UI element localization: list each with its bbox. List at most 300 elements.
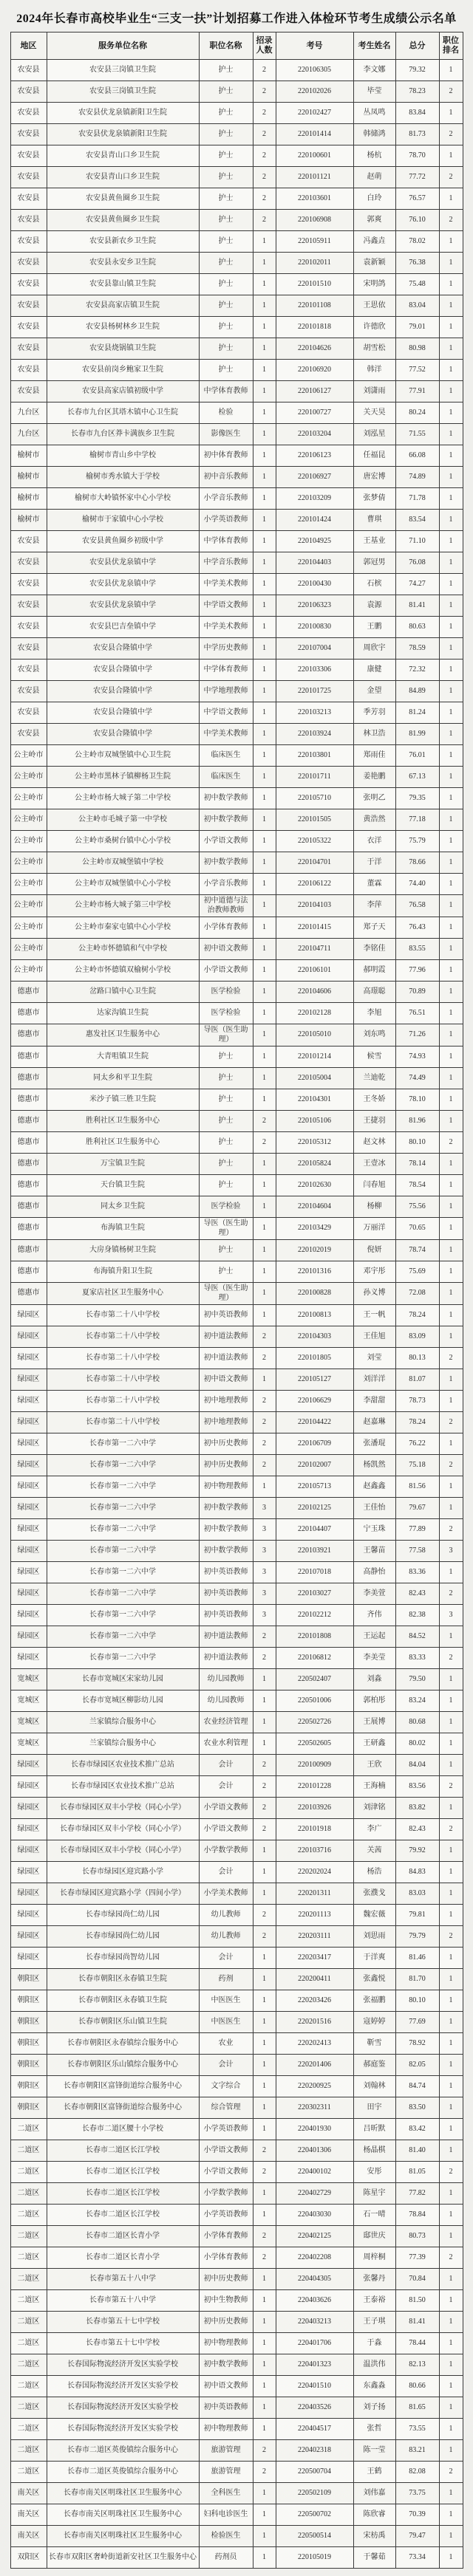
cell-score: 79.01	[395, 317, 439, 338]
cell-region: 农安县	[10, 531, 47, 552]
cell-rank: 1	[439, 1498, 463, 1519]
cell-name: 赵鑫鑫	[353, 1476, 395, 1498]
cell-score: 82.08	[395, 2462, 439, 2483]
cell-name: 魏宏薇	[353, 1905, 395, 1926]
cell-name: 刘泓星	[353, 424, 395, 445]
cell-exam_no: 220403526	[276, 2397, 353, 2419]
cell-unit: 胜利社区卫生服务中心	[47, 1132, 199, 1154]
cell-position: 医学检验	[199, 982, 253, 1003]
cell-quota: 1	[253, 1068, 276, 1089]
cell-region: 九台区	[10, 402, 47, 424]
cell-unit: 长春国际物流经济开发区实验学校	[47, 2376, 199, 2397]
cell-unit: 农安县青山口乡卫生院	[47, 145, 199, 167]
table-row	[10, 2226, 463, 2247]
cell-quota: 1	[253, 2526, 276, 2547]
cell-unit: 公主岭市双城堡镇中心卫生院	[47, 745, 199, 767]
column-header-quota: 招录人数	[253, 32, 276, 60]
cell-unit: 长春市第一二六中学	[47, 1476, 199, 1498]
cell-score: 71.10	[395, 531, 439, 552]
table-row	[10, 1969, 463, 1990]
cell-position: 中学语文教师	[199, 595, 253, 617]
table-row	[10, 2033, 463, 2055]
cell-position: 农业水利管理	[199, 1733, 253, 1755]
cell-score: 80.98	[395, 338, 439, 360]
cell-rank: 1	[439, 1840, 463, 1862]
cell-score: 81.40	[395, 2140, 439, 2162]
cell-unit: 米沙子镇三胜卫生院	[47, 1089, 199, 1111]
cell-unit: 农安县永安乡卫生院	[47, 253, 199, 274]
cell-region: 农安县	[10, 595, 47, 617]
cell-region: 德惠市	[10, 1111, 47, 1132]
cell-region: 绿园区	[10, 1583, 47, 1605]
cell-exam_no: 220201113	[276, 1905, 353, 1926]
cell-score: 78.02	[395, 231, 439, 253]
cell-exam_no: 220106629	[276, 1391, 353, 1412]
cell-quota: 1	[253, 767, 276, 788]
cell-name: 倪妍	[353, 1240, 395, 1261]
cell-region: 公主岭市	[10, 852, 47, 874]
cell-unit: 长春市九台区其塔木镇中心卫生院	[47, 402, 199, 424]
cell-region: 农安县	[10, 724, 47, 745]
cell-region: 德惠市	[10, 1283, 47, 1305]
cell-quota: 2	[253, 167, 276, 188]
cell-exam_no: 220101228	[276, 1776, 353, 1798]
cell-exam_no: 220106127	[276, 381, 353, 402]
cell-region: 公主岭市	[10, 745, 47, 767]
column-header-rank: 职位排名	[439, 32, 463, 60]
cell-score: 78.74	[395, 1240, 439, 1261]
table-row	[10, 1433, 463, 1455]
cell-name: 郝明霞	[353, 960, 395, 982]
cell-score: 70.39	[395, 2504, 439, 2526]
table-body	[10, 60, 463, 2569]
table-row	[10, 510, 463, 531]
table-row	[10, 1776, 463, 1798]
cell-unit: 长春市双阳区奢岭街道新安社区卫生服务中心	[47, 2547, 199, 2569]
cell-name: 张哲	[353, 2419, 395, 2440]
cell-rank: 1	[439, 895, 463, 917]
cell-score: 77.89	[395, 1519, 439, 1541]
cell-rank: 1	[439, 595, 463, 617]
table-row	[10, 2162, 463, 2183]
cell-score: 81.07	[395, 1369, 439, 1391]
cell-quota: 2	[253, 1111, 276, 1132]
column-header-unit: 服务单位名称	[47, 32, 199, 60]
cell-unit: 长春国际物流经济开发区实验学校	[47, 2419, 199, 2440]
cell-position: 旅游管理	[199, 2440, 253, 2462]
cell-exam_no: 220101505	[276, 809, 353, 831]
cell-exam_no: 220101918	[276, 1819, 353, 1840]
cell-position: 小学数学教师	[199, 2183, 253, 2205]
cell-name: 刘伟嘉	[353, 2483, 395, 2504]
cell-position: 初中数学教师	[199, 1498, 253, 1519]
cell-score: 80.68	[395, 1712, 439, 1733]
cell-position: 护士	[199, 1154, 253, 1175]
cell-score: 81.41	[395, 595, 439, 617]
cell-score: 80.10	[395, 1990, 439, 2012]
table-row	[10, 210, 463, 231]
cell-position: 护士	[199, 210, 253, 231]
cell-quota: 3	[253, 1605, 276, 1626]
table-row	[10, 360, 463, 381]
column-header-name: 考生姓名	[353, 32, 395, 60]
cell-quota: 1	[253, 617, 276, 638]
cell-quota: 1	[253, 2076, 276, 2097]
cell-position: 护士	[199, 1068, 253, 1089]
table-row	[10, 253, 463, 274]
cell-exam_no: 220102011	[276, 253, 353, 274]
cell-rank: 1	[439, 1883, 463, 1905]
cell-rank: 1	[439, 317, 463, 338]
table-row	[10, 2333, 463, 2354]
cell-exam_no: 220101805	[276, 1348, 353, 1369]
cell-name: 东鑫淼	[353, 2376, 395, 2397]
cell-position: 护士	[199, 274, 253, 295]
cell-unit: 兰家镇综合服务中心	[47, 1712, 199, 1733]
cell-exam_no: 220203111	[276, 1926, 353, 1948]
cell-unit: 长春国际物流经济开发区实验学校	[47, 2354, 199, 2376]
cell-name: 冯鑫垚	[353, 231, 395, 253]
cell-region: 二道区	[10, 2119, 47, 2140]
cell-unit: 长春市绿园区迎宾路小学（四间小学）	[47, 1883, 199, 1905]
cell-unit: 长春市第一二六中学	[47, 1498, 199, 1519]
cell-name: 关天昊	[353, 402, 395, 424]
cell-name: 邓宇彤	[353, 1261, 395, 1283]
cell-unit: 胜利社区卫生服务中心	[47, 1111, 199, 1132]
cell-name: 白玲	[353, 188, 395, 210]
table-row	[10, 1733, 463, 1755]
cell-exam_no: 220201311	[276, 1883, 353, 1905]
cell-region: 绿园区	[10, 1369, 47, 1391]
cell-name: 郭爽	[353, 210, 395, 231]
cell-quota: 1	[253, 274, 276, 295]
cell-position: 临床医生	[199, 767, 253, 788]
cell-score: 80.13	[395, 1348, 439, 1369]
table-row	[10, 1175, 463, 1196]
cell-quota: 2	[253, 1905, 276, 1926]
cell-position: 妇科电诊医生	[199, 2504, 253, 2526]
cell-quota: 1	[253, 1305, 276, 1326]
cell-score: 81.46	[395, 1948, 439, 1969]
table-row	[10, 274, 463, 295]
table-row	[10, 2290, 463, 2312]
cell-name: 田宇	[353, 2097, 395, 2119]
cell-exam_no: 220105019	[276, 2547, 353, 2569]
cell-region: 公主岭市	[10, 895, 47, 917]
cell-score: 77.69	[395, 2012, 439, 2033]
cell-name: 候雪	[353, 1046, 395, 1068]
cell-rank: 1	[439, 1905, 463, 1926]
cell-rank: 1	[439, 1175, 463, 1196]
cell-quota: 1	[253, 1175, 276, 1196]
cell-position: 小学英语教师	[199, 510, 253, 531]
cell-unit: 榆树市大岭镇怀家中心小学校	[47, 488, 199, 510]
cell-unit: 农安县杨树林乡卫生院	[47, 317, 199, 338]
table-row	[10, 788, 463, 809]
cell-quota: 1	[253, 574, 276, 595]
cell-unit: 长春市朝阳区乐山镇综合服务中心	[47, 2055, 199, 2076]
cell-position: 中学体育教师	[199, 381, 253, 402]
cell-rank: 1	[439, 2183, 463, 2205]
cell-region: 朝阳区	[10, 2097, 47, 2119]
cell-score: 79.32	[395, 60, 439, 81]
cell-region: 农安县	[10, 253, 47, 274]
cell-quota: 1	[253, 253, 276, 274]
cell-exam_no: 220102128	[276, 1003, 353, 1024]
cell-region: 二道区	[10, 2376, 47, 2397]
cell-name: 张鑫悦	[353, 1969, 395, 1990]
cell-score: 74.40	[395, 874, 439, 895]
cell-position: 会计	[199, 1776, 253, 1798]
cell-region: 绿园区	[10, 1476, 47, 1498]
cell-quota: 1	[253, 1003, 276, 1024]
cell-region: 绿园区	[10, 1519, 47, 1541]
cell-rank: 1	[439, 1862, 463, 1883]
table-row	[10, 1111, 463, 1132]
cell-region: 农安县	[10, 81, 47, 103]
cell-quota: 1	[253, 1883, 276, 1905]
cell-exam_no: 220500514	[276, 2526, 353, 2547]
cell-quota: 2	[253, 145, 276, 167]
cell-quota: 2	[253, 1391, 276, 1412]
cell-rank: 1	[439, 1024, 463, 1046]
cell-position: 初中道德与法治教师教师	[199, 895, 253, 917]
table-row	[10, 1948, 463, 1969]
cell-unit: 长春市绿园区农业技术推广总站	[47, 1776, 199, 1798]
cell-quota: 1	[253, 2483, 276, 2504]
cell-exam_no: 220102019	[276, 1240, 353, 1261]
cell-position: 初中音乐教师	[199, 467, 253, 488]
cell-quota: 1	[253, 2269, 276, 2290]
cell-unit: 农安县巴吉垒镇中学	[47, 617, 199, 638]
cell-quota: 2	[253, 103, 276, 124]
cell-exam_no: 220101711	[276, 767, 353, 788]
table-row	[10, 2397, 463, 2419]
table-row	[10, 381, 463, 402]
cell-score: 81.56	[395, 1476, 439, 1498]
cell-region: 绿园区	[10, 1755, 47, 1776]
table-row	[10, 809, 463, 831]
table-header	[10, 32, 463, 60]
cell-exam_no: 220203426	[276, 1990, 353, 2012]
cell-quota: 1	[253, 2354, 276, 2376]
cell-score: 78.59	[395, 638, 439, 660]
cell-unit: 长春市第二十八中学校	[47, 1412, 199, 1433]
cell-rank: 1	[439, 2312, 463, 2333]
cell-name: 刘潇雨	[353, 381, 395, 402]
cell-score: 71.55	[395, 424, 439, 445]
cell-region: 农安县	[10, 317, 47, 338]
cell-rank: 2	[439, 124, 463, 145]
cell-quota: 1	[253, 2183, 276, 2205]
cell-name: 周欣宇	[353, 638, 395, 660]
cell-exam_no: 220103027	[276, 1583, 353, 1605]
cell-score: 78.44	[395, 2333, 439, 2354]
cell-exam_no: 220105911	[276, 231, 353, 253]
table-row	[10, 1562, 463, 1583]
cell-score: 76.57	[395, 188, 439, 210]
cell-score: 71.26	[395, 1024, 439, 1046]
cell-region: 农安县	[10, 338, 47, 360]
cell-position: 中学体育教师	[199, 660, 253, 681]
cell-score: 73.55	[395, 2419, 439, 2440]
cell-name: 万丽洋	[353, 1218, 395, 1240]
cell-unit: 长春市二道区长青小学	[47, 2247, 199, 2269]
cell-region: 德惠市	[10, 982, 47, 1003]
table-row	[10, 1798, 463, 1819]
cell-position: 初中历史教师	[199, 2312, 253, 2333]
cell-exam_no: 220401323	[276, 2354, 353, 2376]
cell-unit: 长春市绿园尚仁幼儿园	[47, 1926, 199, 1948]
cell-name: 郭冠男	[353, 552, 395, 574]
table-row	[10, 702, 463, 724]
cell-quota: 1	[253, 702, 276, 724]
cell-region: 德惠市	[10, 1218, 47, 1240]
cell-unit: 长春市第五十七中学校	[47, 2312, 199, 2333]
table-row	[10, 2097, 463, 2119]
cell-quota: 2	[253, 124, 276, 145]
cell-name: 石槟	[353, 574, 395, 595]
cell-name: 宁玉珠	[353, 1519, 395, 1541]
cell-unit: 榆树市于家镇中心小学校	[47, 510, 199, 531]
table-row	[10, 617, 463, 638]
cell-quota: 1	[253, 939, 276, 960]
table-row	[10, 2526, 463, 2547]
cell-unit: 农安县合隆镇中学	[47, 660, 199, 681]
cell-position: 初中语文教师	[199, 939, 253, 960]
cell-quota: 1	[253, 1862, 276, 1883]
cell-region: 农安县	[10, 552, 47, 574]
cell-quota: 1	[253, 1024, 276, 1046]
cell-position: 初中英语教师	[199, 1605, 253, 1626]
header-row	[10, 32, 463, 60]
cell-score: 83.50	[395, 2097, 439, 2119]
cell-rank: 1	[439, 488, 463, 510]
cell-score: 80.66	[395, 2376, 439, 2397]
cell-quota: 1	[253, 681, 276, 702]
table-row	[10, 1283, 463, 1305]
cell-name: 陈一莹	[353, 2440, 395, 2462]
cell-quota: 2	[253, 1132, 276, 1154]
cell-name: 胡雪松	[353, 338, 395, 360]
table-row	[10, 552, 463, 574]
cell-region: 农安县	[10, 103, 47, 124]
table-row	[10, 595, 463, 617]
cell-rank: 1	[439, 1261, 463, 1283]
cell-position: 初中道法教师	[199, 1626, 253, 1648]
cell-quota: 1	[253, 1218, 276, 1240]
cell-unit: 农安县伏龙泉镇新阳卫生院	[47, 103, 199, 124]
cell-exam_no: 220202024	[276, 1862, 353, 1883]
cell-exam_no: 220102007	[276, 1455, 353, 1476]
cell-rank: 1	[439, 1990, 463, 2012]
cell-exam_no: 220101725	[276, 681, 353, 702]
cell-unit: 长春市宽城区柳影幼儿园	[47, 1690, 199, 1712]
cell-position: 检验	[199, 402, 253, 424]
table-row	[10, 1583, 463, 1605]
cell-score: 81.50	[395, 2290, 439, 2312]
cell-unit: 长春市第一二六中学	[47, 1626, 199, 1648]
cell-quota: 2	[253, 1776, 276, 1798]
cell-rank: 1	[439, 660, 463, 681]
cell-name: 李铭佳	[353, 939, 395, 960]
cell-position: 会计	[199, 1755, 253, 1776]
cell-quota: 1	[253, 1240, 276, 1261]
cell-exam_no: 220104626	[276, 338, 353, 360]
cell-position: 初中道法教师	[199, 1326, 253, 1348]
cell-rank: 2	[439, 2462, 463, 2483]
cell-score: 83.33	[395, 1648, 439, 1669]
table-row	[10, 231, 463, 253]
table-row	[10, 402, 463, 424]
cell-region: 德惠市	[10, 1046, 47, 1068]
table-row	[10, 2140, 463, 2162]
cell-score: 81.70	[395, 1969, 439, 1990]
cell-exam_no: 220502726	[276, 1712, 353, 1733]
cell-quota: 1	[253, 1046, 276, 1068]
cell-score: 82.43	[395, 1583, 439, 1605]
cell-rank: 1	[439, 2140, 463, 2162]
cell-exam_no: 220403213	[276, 2312, 353, 2333]
cell-unit: 公主岭市怀德镇和气中学校	[47, 939, 199, 960]
table-row	[10, 1862, 463, 1883]
cell-score: 83.21	[395, 2440, 439, 2462]
cell-position: 护士	[199, 145, 253, 167]
cell-name: 杨凯然	[353, 1455, 395, 1476]
cell-score: 74.27	[395, 574, 439, 595]
cell-name: 陈星宇	[353, 2183, 395, 2205]
cell-position: 旅游管理	[199, 2462, 253, 2483]
table-row	[10, 2247, 463, 2269]
cell-exam_no: 220107004	[276, 638, 353, 660]
cell-region: 公主岭市	[10, 767, 47, 788]
cell-position: 初中英语教师	[199, 2397, 253, 2419]
table-row	[10, 745, 463, 767]
cell-exam_no: 220106305	[276, 60, 353, 81]
cell-exam_no: 220102427	[276, 103, 353, 124]
table-row	[10, 2183, 463, 2205]
cell-rank: 1	[439, 2483, 463, 2504]
cell-name: 高璟聪	[353, 982, 395, 1003]
cell-exam_no: 220103306	[276, 660, 353, 681]
cell-position: 初中物理教师	[199, 1476, 253, 1498]
cell-unit: 公主岭市毛城子第一中学校	[47, 809, 199, 831]
table-row	[10, 167, 463, 188]
cell-unit: 长春市第一二六中学	[47, 1433, 199, 1455]
cell-unit: 长春市绿园区迎宾路小学	[47, 1862, 199, 1883]
cell-score: 76.08	[395, 552, 439, 574]
table-row	[10, 1305, 463, 1326]
cell-region: 农安县	[10, 360, 47, 381]
cell-position: 初中英语教师	[199, 1583, 253, 1605]
cell-position: 导医（医生助理）	[199, 1218, 253, 1240]
cell-exam_no: 220104103	[276, 895, 353, 917]
cell-unit: 大房身镇杨树卫生院	[47, 1240, 199, 1261]
cell-score: 77.58	[395, 1541, 439, 1562]
cell-position: 护士	[199, 295, 253, 317]
cell-quota: 1	[253, 1369, 276, 1391]
table-row	[10, 1455, 463, 1476]
cell-rank: 1	[439, 253, 463, 274]
cell-unit: 长春市第一二六中学	[47, 1583, 199, 1605]
cell-name: 王思依	[353, 295, 395, 317]
cell-exam_no: 220500704	[276, 2462, 353, 2483]
cell-region: 宽城区	[10, 1733, 47, 1755]
cell-score: 84.83	[395, 1862, 439, 1883]
cell-unit: 同太乡和平卫生院	[47, 1068, 199, 1089]
cell-name: 郝庭鉴	[353, 2055, 395, 2076]
cell-exam_no: 220104403	[276, 552, 353, 574]
